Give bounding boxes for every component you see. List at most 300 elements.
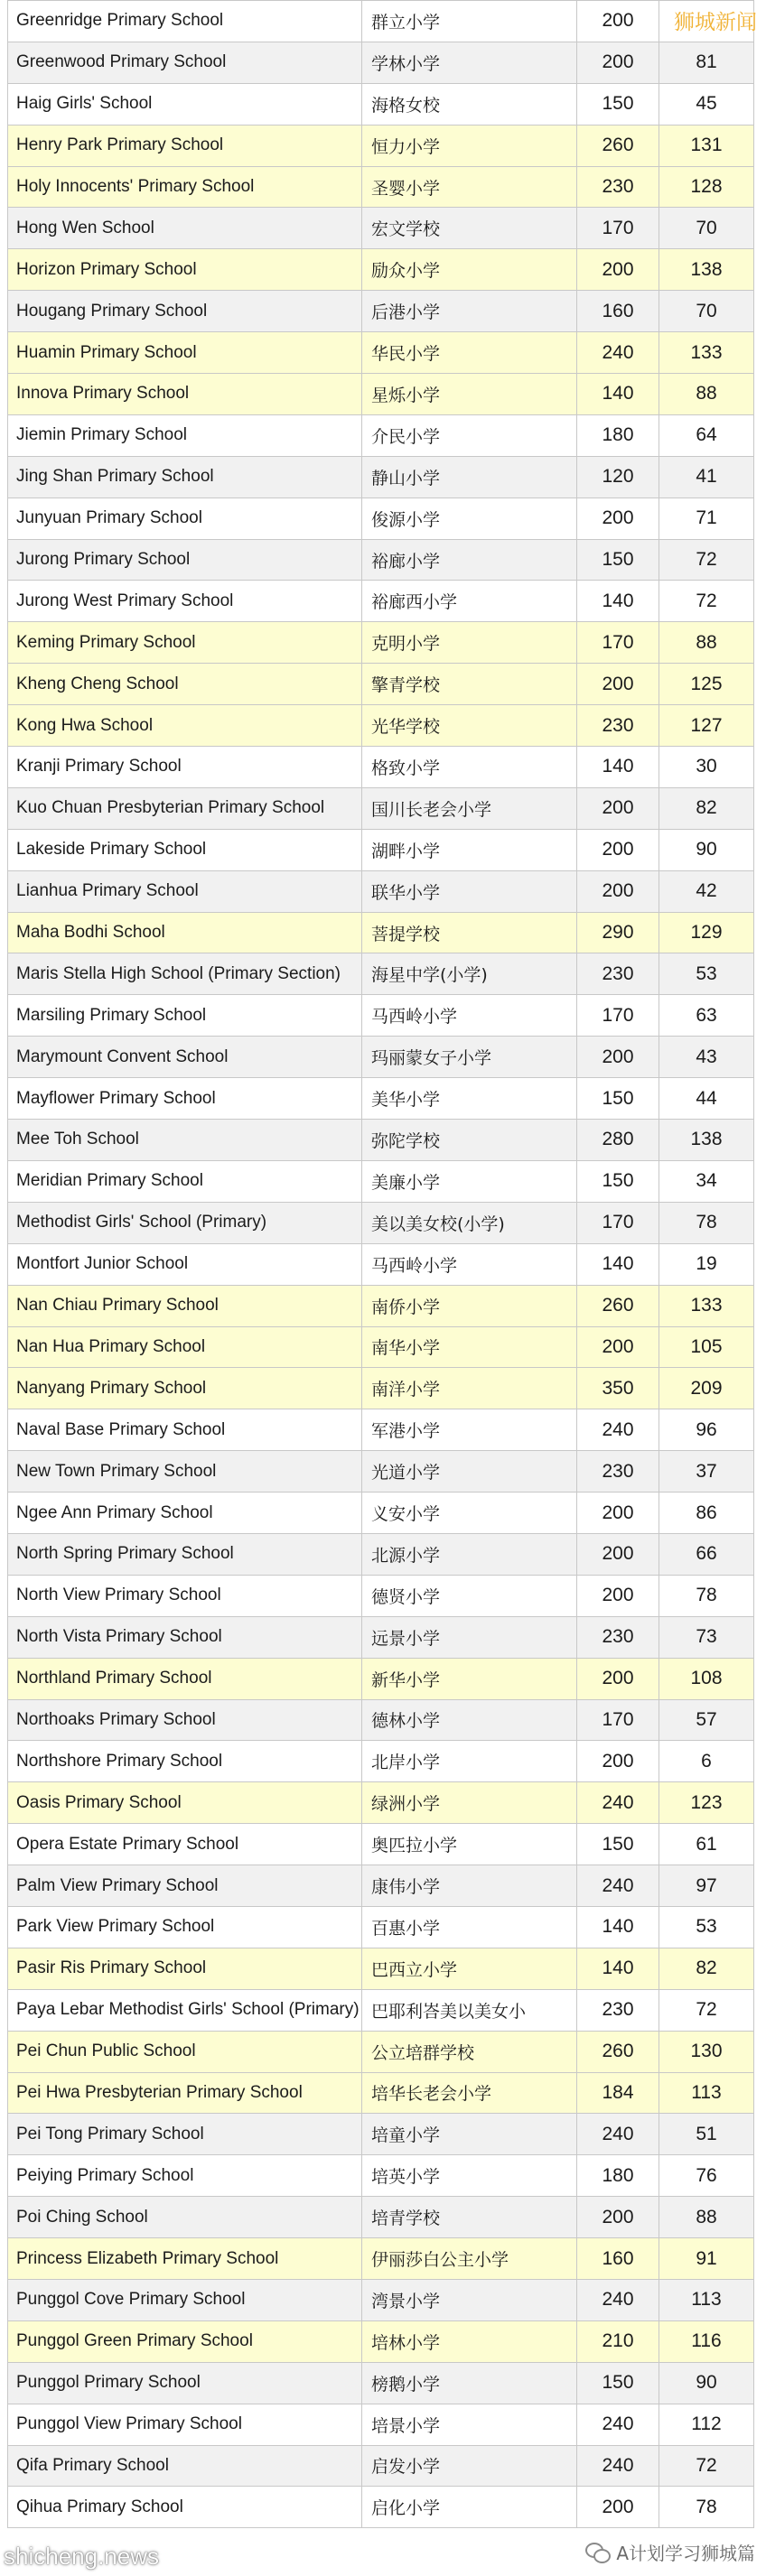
table-row — [8, 42, 754, 83]
applicant-count: 44 — [659, 1078, 754, 1120]
school-name-chinese: 介民小学 — [362, 414, 577, 456]
school-name-english: Junyuan Primary School — [8, 498, 362, 539]
table-row — [8, 498, 754, 539]
school-name-english: Northland Primary School — [8, 1658, 362, 1699]
vacancy-count: 240 — [577, 2279, 659, 2320]
school-name-english: Punggol View Primary School — [8, 2404, 362, 2445]
vacancy-count: 200 — [577, 664, 659, 705]
table-row — [8, 1782, 754, 1824]
table-row — [8, 1, 754, 42]
vacancy-count: 200 — [577, 1533, 659, 1575]
vacancy-count: 170 — [577, 1699, 659, 1741]
table-row — [8, 1493, 754, 1534]
vacancy-count: 170 — [577, 1202, 659, 1243]
school-name-english: Marymount Convent School — [8, 1037, 362, 1078]
vacancy-count: 184 — [577, 2072, 659, 2114]
school-name-chinese: 擎青学校 — [362, 664, 577, 705]
vacancy-count: 140 — [577, 1948, 659, 1989]
vacancy-count: 180 — [577, 2155, 659, 2197]
applicant-count: 42 — [659, 870, 754, 912]
applicant-count: 96 — [659, 1409, 754, 1451]
vacancy-count: 140 — [577, 374, 659, 415]
school-name-english: Meridian Primary School — [8, 1160, 362, 1202]
applicant-count: 128 — [659, 166, 754, 208]
table-row — [8, 414, 754, 456]
school-name-chinese: 学林小学 — [362, 42, 577, 83]
table-row — [8, 829, 754, 870]
vacancy-count: 230 — [577, 1989, 659, 2031]
school-name-chinese: 裕廊西小学 — [362, 581, 577, 622]
table-row — [8, 1575, 754, 1616]
school-name-chinese: 马西岭小学 — [362, 1243, 577, 1285]
applicant-count: 37 — [659, 1451, 754, 1493]
school-name-chinese: 义安小学 — [362, 1493, 577, 1534]
school-name-chinese: 弥陀学校 — [362, 1120, 577, 1161]
vacancy-count: 200 — [577, 1575, 659, 1616]
school-name-english: Maris Stella High School (Primary Section) — [8, 953, 362, 995]
applicant-count: 70 — [659, 291, 754, 332]
school-name-chinese: 绿洲小学 — [362, 1782, 577, 1824]
vacancy-count: 240 — [577, 2114, 659, 2155]
vacancy-count: 150 — [577, 83, 659, 125]
table-row — [8, 1906, 754, 1948]
school-name-chinese: 静山小学 — [362, 456, 577, 498]
table-row — [8, 166, 754, 208]
school-name-chinese: 奥匹拉小学 — [362, 1824, 577, 1865]
school-name-english: Hong Wen School — [8, 208, 362, 249]
school-name-chinese: 榜鹅小学 — [362, 2362, 577, 2404]
vacancy-count: 140 — [577, 1243, 659, 1285]
school-name-english: Pei Tong Primary School — [8, 2114, 362, 2155]
table-row — [8, 1533, 754, 1575]
school-name-english: Kong Hwa School — [8, 705, 362, 747]
school-name-chinese: 国川长老会小学 — [362, 787, 577, 829]
vacancy-count: 150 — [577, 1160, 659, 1202]
table-row — [8, 664, 754, 705]
table-row — [8, 1699, 754, 1741]
table-row — [8, 1368, 754, 1409]
vacancy-count: 140 — [577, 747, 659, 788]
vacancy-count: 200 — [577, 1741, 659, 1782]
school-name-english: Jurong West Primary School — [8, 581, 362, 622]
vacancy-count: 230 — [577, 1451, 659, 1493]
school-name-chinese: 裕廊小学 — [362, 539, 577, 581]
school-name-english: North Vista Primary School — [8, 1616, 362, 1658]
school-name-chinese: 培青学校 — [362, 2197, 577, 2238]
table-row — [8, 539, 754, 581]
school-name-english: Poi Ching School — [8, 2197, 362, 2238]
applicant-count: 113 — [659, 2072, 754, 2114]
table-row — [8, 953, 754, 995]
vacancy-count: 280 — [577, 1120, 659, 1161]
school-name-chinese: 湾景小学 — [362, 2279, 577, 2320]
table-row — [8, 291, 754, 332]
school-name-chinese: 马西岭小学 — [362, 995, 577, 1037]
table-row — [8, 2445, 754, 2487]
vacancy-count: 200 — [577, 249, 659, 291]
school-name-english: Mee Toh School — [8, 1120, 362, 1161]
applicant-count: 90 — [659, 2362, 754, 2404]
school-name-chinese: 光华学校 — [362, 705, 577, 747]
school-name-chinese: 群立小学 — [362, 1, 577, 42]
applicant-count: 131 — [659, 125, 754, 166]
table-row — [8, 2155, 754, 2197]
table-row — [8, 787, 754, 829]
school-name-chinese: 伊丽莎白公主小学 — [362, 2238, 577, 2280]
vacancy-count: 210 — [577, 2320, 659, 2362]
school-name-english: Holy Innocents' Primary School — [8, 166, 362, 208]
school-name-chinese: 军港小学 — [362, 1409, 577, 1451]
vacancy-count: 230 — [577, 953, 659, 995]
school-name-chinese: 光道小学 — [362, 1451, 577, 1493]
table-row — [8, 2404, 754, 2445]
school-name-english: Qifa Primary School — [8, 2445, 362, 2487]
applicant-count: 73 — [659, 1616, 754, 1658]
applicant-count: 81 — [659, 42, 754, 83]
table-row — [8, 2114, 754, 2155]
school-name-english: Jing Shan Primary School — [8, 456, 362, 498]
vacancy-count: 200 — [577, 2487, 659, 2528]
school-name-chinese: 巴西立小学 — [362, 1948, 577, 1989]
school-name-english: Horizon Primary School — [8, 249, 362, 291]
wechat-account-name: A计划学习狮城篇 — [616, 2543, 755, 2564]
applicant-count: 30 — [659, 747, 754, 788]
school-name-english: Greenwood Primary School — [8, 42, 362, 83]
vacancy-count: 200 — [577, 498, 659, 539]
table-row — [8, 1037, 754, 1078]
school-name-english: Princess Elizabeth Primary School — [8, 2238, 362, 2280]
table-row — [8, 1120, 754, 1161]
table-row — [8, 83, 754, 125]
school-name-english: Qihua Primary School — [8, 2487, 362, 2528]
school-name-english: Lakeside Primary School — [8, 829, 362, 870]
school-name-chinese: 南侨小学 — [362, 1285, 577, 1326]
applicant-count: 64 — [659, 414, 754, 456]
vacancy-count: 230 — [577, 1616, 659, 1658]
table-row — [8, 2279, 754, 2320]
school-name-chinese: 美以美女校(小学) — [362, 1202, 577, 1243]
school-name-chinese: 启化小学 — [362, 2487, 577, 2528]
school-table — [7, 0, 754, 2528]
table-row — [8, 1326, 754, 1368]
vacancy-count: 260 — [577, 2031, 659, 2072]
school-name-english: Paya Lebar Methodist Girls' School (Primary) — [8, 1989, 362, 2031]
vacancy-count: 150 — [577, 2362, 659, 2404]
school-name-english: Maha Bodhi School — [8, 912, 362, 953]
school-name-english: Ngee Ann Primary School — [8, 1493, 362, 1534]
table-row — [8, 995, 754, 1037]
vacancy-count: 200 — [577, 1493, 659, 1534]
vacancy-count: 200 — [577, 1658, 659, 1699]
school-name-english: Innova Primary School — [8, 374, 362, 415]
table-row — [8, 622, 754, 664]
applicant-count: 61 — [659, 1824, 754, 1865]
site-watermark: shicheng.news — [4, 2543, 159, 2570]
table-row — [8, 1160, 754, 1202]
school-name-chinese: 南华小学 — [362, 1326, 577, 1368]
applicant-count: 63 — [659, 995, 754, 1037]
applicant-count: 53 — [659, 953, 754, 995]
school-name-chinese: 美华小学 — [362, 1078, 577, 1120]
school-name-chinese: 联华小学 — [362, 870, 577, 912]
school-name-chinese: 培英小学 — [362, 2155, 577, 2197]
applicant-count: 108 — [659, 1658, 754, 1699]
table-row — [8, 2238, 754, 2280]
applicant-count: 112 — [659, 2404, 754, 2445]
school-name-chinese: 培华长老会小学 — [362, 2072, 577, 2114]
table-row — [8, 2197, 754, 2238]
table-row — [8, 1658, 754, 1699]
vacancy-count: 200 — [577, 870, 659, 912]
school-table-container — [7, 0, 753, 2528]
school-name-english: Oasis Primary School — [8, 1782, 362, 1824]
school-name-chinese: 康伟小学 — [362, 1865, 577, 1907]
school-name-english: Punggol Green Primary School — [8, 2320, 362, 2362]
applicant-count: 209 — [659, 1368, 754, 1409]
vacancy-count: 200 — [577, 1326, 659, 1368]
table-row — [8, 1824, 754, 1865]
school-name-chinese: 北岸小学 — [362, 1741, 577, 1782]
school-name-english: Lianhua Primary School — [8, 870, 362, 912]
school-name-english: Nanyang Primary School — [8, 1368, 362, 1409]
table-row — [8, 125, 754, 166]
table-row — [8, 2320, 754, 2362]
school-name-chinese: 湖畔小学 — [362, 829, 577, 870]
school-name-english: Pei Chun Public School — [8, 2031, 362, 2072]
school-name-chinese: 克明小学 — [362, 622, 577, 664]
school-name-english: North View Primary School — [8, 1575, 362, 1616]
school-name-english: Park View Primary School — [8, 1906, 362, 1948]
table-row — [8, 870, 754, 912]
applicant-count: 129 — [659, 912, 754, 953]
school-name-english: Opera Estate Primary School — [8, 1824, 362, 1865]
vacancy-count: 140 — [577, 1906, 659, 1948]
applicant-count: 88 — [659, 622, 754, 664]
vacancy-count: 170 — [577, 622, 659, 664]
applicant-count: 70 — [659, 208, 754, 249]
vacancy-count: 230 — [577, 166, 659, 208]
school-name-chinese: 启发小学 — [362, 2445, 577, 2487]
school-name-english: Palm View Primary School — [8, 1865, 362, 1907]
applicant-count: 97 — [659, 1865, 754, 1907]
table-row — [8, 249, 754, 291]
applicant-count: 43 — [659, 1037, 754, 1078]
applicant-count: 90 — [659, 829, 754, 870]
school-name-english: Kranji Primary School — [8, 747, 362, 788]
school-name-english: Kuo Chuan Presbyterian Primary School — [8, 787, 362, 829]
applicant-count: 130 — [659, 2031, 754, 2072]
applicant-count: 76 — [659, 2155, 754, 2197]
vacancy-count: 240 — [577, 1409, 659, 1451]
applicant-count: 78 — [659, 1202, 754, 1243]
vacancy-count: 350 — [577, 1368, 659, 1409]
school-name-english: Pasir Ris Primary School — [8, 1948, 362, 1989]
table-row — [8, 1948, 754, 1989]
school-name-chinese: 南洋小学 — [362, 1368, 577, 1409]
school-name-chinese: 公立培群学校 — [362, 2031, 577, 2072]
school-name-english: Pei Hwa Presbyterian Primary School — [8, 2072, 362, 2114]
school-name-chinese: 海格女校 — [362, 83, 577, 125]
vacancy-count: 230 — [577, 705, 659, 747]
school-name-chinese: 俊源小学 — [362, 498, 577, 539]
vacancy-count: 240 — [577, 2404, 659, 2445]
school-name-english: Northoaks Primary School — [8, 1699, 362, 1741]
applicant-count: 133 — [659, 1285, 754, 1326]
school-name-english: Nan Chiau Primary School — [8, 1285, 362, 1326]
table-row — [8, 374, 754, 415]
school-name-chinese: 美廉小学 — [362, 1160, 577, 1202]
school-name-chinese: 培景小学 — [362, 2404, 577, 2445]
school-name-chinese: 恒力小学 — [362, 125, 577, 166]
applicant-count: 72 — [659, 1989, 754, 2031]
table-row — [8, 2362, 754, 2404]
school-name-chinese: 星烁小学 — [362, 374, 577, 415]
vacancy-count: 120 — [577, 456, 659, 498]
school-name-chinese: 培林小学 — [362, 2320, 577, 2362]
vacancy-count: 200 — [577, 787, 659, 829]
applicant-count: 78 — [659, 2487, 754, 2528]
school-name-chinese: 励众小学 — [362, 249, 577, 291]
school-name-english: Hougang Primary School — [8, 291, 362, 332]
school-name-english: Methodist Girls' School (Primary) — [8, 1202, 362, 1243]
applicant-count: 127 — [659, 705, 754, 747]
table-row — [8, 1451, 754, 1493]
table-row — [8, 1409, 754, 1451]
applicant-count: 116 — [659, 2320, 754, 2362]
vacancy-count: 240 — [577, 332, 659, 374]
school-name-english: Henry Park Primary School — [8, 125, 362, 166]
applicant-count: 72 — [659, 2445, 754, 2487]
table-row — [8, 456, 754, 498]
table-row — [8, 2487, 754, 2528]
vacancy-count: 170 — [577, 208, 659, 249]
table-row — [8, 1616, 754, 1658]
school-name-chinese: 菩提学校 — [362, 912, 577, 953]
applicant-count: 123 — [659, 1782, 754, 1824]
applicant-count: 82 — [659, 787, 754, 829]
vacancy-count: 240 — [577, 1782, 659, 1824]
vacancy-count: 240 — [577, 1865, 659, 1907]
applicant-count: 78 — [659, 1575, 754, 1616]
school-name-english: North Spring Primary School — [8, 1533, 362, 1575]
school-name-english: Nan Hua Primary School — [8, 1326, 362, 1368]
school-name-english: Punggol Primary School — [8, 2362, 362, 2404]
vacancy-count: 240 — [577, 2445, 659, 2487]
vacancy-count: 160 — [577, 2238, 659, 2280]
school-name-chinese: 格致小学 — [362, 747, 577, 788]
applicant-count: 82 — [659, 1948, 754, 1989]
applicant-count: 88 — [659, 2197, 754, 2238]
vacancy-count: 200 — [577, 1, 659, 42]
vacancy-count: 150 — [577, 539, 659, 581]
table-row — [8, 912, 754, 953]
applicant-count: 34 — [659, 1160, 754, 1202]
applicant-count: 86 — [659, 1493, 754, 1534]
school-name-english: Greenridge Primary School — [8, 1, 362, 42]
vacancy-count: 160 — [577, 291, 659, 332]
applicant-count: 72 — [659, 581, 754, 622]
table-row — [8, 747, 754, 788]
applicant-count: 51 — [659, 2114, 754, 2155]
vacancy-count: 260 — [577, 1285, 659, 1326]
school-name-chinese: 远景小学 — [362, 1616, 577, 1658]
table-row — [8, 2072, 754, 2114]
school-name-chinese: 华民小学 — [362, 332, 577, 374]
vacancy-count: 260 — [577, 125, 659, 166]
vacancy-count: 150 — [577, 1824, 659, 1865]
school-name-english: Huamin Primary School — [8, 332, 362, 374]
applicant-count: 66 — [659, 1533, 754, 1575]
school-name-english: New Town Primary School — [8, 1451, 362, 1493]
table-row — [8, 1285, 754, 1326]
vacancy-count: 200 — [577, 2197, 659, 2238]
school-name-chinese: 新华小学 — [362, 1658, 577, 1699]
school-name-chinese: 后港小学 — [362, 291, 577, 332]
table-row — [8, 581, 754, 622]
applicant-count: 125 — [659, 664, 754, 705]
applicant-count: 138 — [659, 1120, 754, 1161]
school-name-english: Mayflower Primary School — [8, 1078, 362, 1120]
school-name-chinese: 德贤小学 — [362, 1575, 577, 1616]
school-name-english: Montfort Junior School — [8, 1243, 362, 1285]
vacancy-count: 200 — [577, 829, 659, 870]
table-row — [8, 2031, 754, 2072]
vacancy-count: 150 — [577, 1078, 659, 1120]
applicant-count: 72 — [659, 539, 754, 581]
wechat-icon — [585, 2543, 611, 2562]
school-name-chinese: 巴耶利峇美以美女小 — [362, 1989, 577, 2031]
applicant-count: 57 — [659, 1699, 754, 1741]
school-name-chinese: 宏文学校 — [362, 208, 577, 249]
table-row — [8, 705, 754, 747]
table-row — [8, 1078, 754, 1120]
school-name-english: Haig Girls' School — [8, 83, 362, 125]
wechat-credit — [585, 2539, 755, 2565]
vacancy-count: 200 — [577, 42, 659, 83]
school-table-body — [8, 1, 754, 2528]
table-row — [8, 1865, 754, 1907]
school-name-english: Jurong Primary School — [8, 539, 362, 581]
applicant-count: 138 — [659, 249, 754, 291]
vacancy-count: 290 — [577, 912, 659, 953]
school-name-chinese: 玛丽蒙女子小学 — [362, 1037, 577, 1078]
applicant-count: 19 — [659, 1243, 754, 1285]
school-name-chinese: 百惠小学 — [362, 1906, 577, 1948]
table-row — [8, 1202, 754, 1243]
applicant-count: 71 — [659, 498, 754, 539]
vacancy-count: 140 — [577, 581, 659, 622]
school-name-english: Northshore Primary School — [8, 1741, 362, 1782]
school-name-english: Peiying Primary School — [8, 2155, 362, 2197]
school-name-english: Jiemin Primary School — [8, 414, 362, 456]
vacancy-count: 180 — [577, 414, 659, 456]
school-name-english: Keming Primary School — [8, 622, 362, 664]
applicant-count: 105 — [659, 1326, 754, 1368]
school-name-chinese: 圣婴小学 — [362, 166, 577, 208]
vacancy-count: 200 — [577, 1037, 659, 1078]
table-row — [8, 1989, 754, 2031]
applicant-count: 53 — [659, 1906, 754, 1948]
applicant-count: 133 — [659, 332, 754, 374]
school-name-chinese: 海星中学(小学) — [362, 953, 577, 995]
applicant-count: 41 — [659, 456, 754, 498]
vacancy-count: 170 — [577, 995, 659, 1037]
school-name-english: Punggol Cove Primary School — [8, 2279, 362, 2320]
applicant-count: 91 — [659, 2238, 754, 2280]
table-row — [8, 332, 754, 374]
school-name-english: Kheng Cheng School — [8, 664, 362, 705]
school-name-chinese: 德林小学 — [362, 1699, 577, 1741]
